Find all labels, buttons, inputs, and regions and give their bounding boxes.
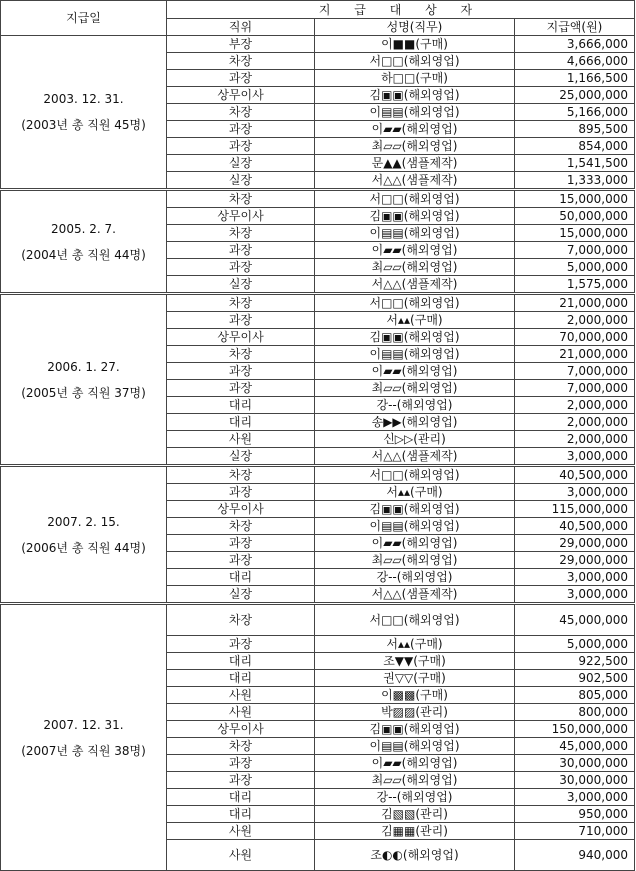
position-cell: 차장 <box>167 104 315 121</box>
amount-cell: 3,000,000 <box>515 569 635 586</box>
position-cell: 차장 <box>167 53 315 70</box>
position-cell: 대리 <box>167 789 315 806</box>
name-cell: 김▦▦(관리) <box>315 823 515 840</box>
amount-cell: 25,000,000 <box>515 87 635 104</box>
name-cell: 이▤▤(해외영업) <box>315 104 515 121</box>
payment-date: 2007. 12. 31. <box>43 717 124 732</box>
staff-count-note: (2004년 총 직원 44명) <box>21 247 146 262</box>
name-cell: 권▽▽(구매) <box>315 670 515 687</box>
amount-cell: 5,000,000 <box>515 636 635 653</box>
position-cell: 차장 <box>167 190 315 208</box>
amount-cell: 70,000,000 <box>515 329 635 346</box>
position-cell: 상무이사 <box>167 501 315 518</box>
name-cell: 이▰▰(해외영업) <box>315 363 515 380</box>
position-cell: 사원 <box>167 431 315 448</box>
position-cell: 상무이사 <box>167 329 315 346</box>
position-cell: 과장 <box>167 312 315 329</box>
payment-date-cell <box>1 190 167 294</box>
header-name: 성명(직무) <box>315 19 515 36</box>
name-cell: 조▼▼(구매) <box>315 653 515 670</box>
position-cell: 실장 <box>167 448 315 466</box>
position-cell: 대리 <box>167 806 315 823</box>
amount-cell: 15,000,000 <box>515 225 635 242</box>
amount-cell: 30,000,000 <box>515 772 635 789</box>
amount-cell: 40,500,000 <box>515 518 635 535</box>
name-cell: 김▣▣(해외영업) <box>315 501 515 518</box>
payment-date: 2005. 2. 7. <box>51 221 116 236</box>
amount-cell: 50,000,000 <box>515 208 635 225</box>
amount-cell: 7,000,000 <box>515 363 635 380</box>
amount-cell: 1,575,000 <box>515 276 635 294</box>
position-cell: 대리 <box>167 414 315 431</box>
position-cell: 과장 <box>167 484 315 501</box>
name-cell: 이▰▰(해외영업) <box>315 535 515 552</box>
position-cell: 과장 <box>167 552 315 569</box>
name-cell: 강--(해외영업) <box>315 569 515 586</box>
payment-date-cell <box>1 604 167 871</box>
amount-cell: 15,000,000 <box>515 190 635 208</box>
position-cell: 실장 <box>167 586 315 604</box>
amount-cell: 950,000 <box>515 806 635 823</box>
name-cell: 김▣▣(해외영업) <box>315 329 515 346</box>
position-cell: 과장 <box>167 772 315 789</box>
name-cell: 김▣▣(해외영업) <box>315 208 515 225</box>
header-amount: 지급액(원) <box>515 19 635 36</box>
table-row <box>1 190 635 208</box>
table-row <box>1 466 635 484</box>
amount-cell: 40,500,000 <box>515 466 635 484</box>
name-cell: 이▰▰(해외영업) <box>315 242 515 259</box>
name-cell: 강--(해외영업) <box>315 789 515 806</box>
amount-cell: 1,166,500 <box>515 70 635 87</box>
amount-cell: 2,000,000 <box>515 414 635 431</box>
position-cell: 과장 <box>167 70 315 87</box>
position-cell: 사원 <box>167 687 315 704</box>
position-cell: 과장 <box>167 259 315 276</box>
name-cell: 이▤▤(해외영업) <box>315 518 515 535</box>
name-cell: 최▱▱(해외영업) <box>315 138 515 155</box>
position-cell: 차장 <box>167 604 315 636</box>
amount-cell: 710,000 <box>515 823 635 840</box>
staff-count-note: (2007년 총 직원 38명) <box>21 743 146 758</box>
position-cell: 부장 <box>167 36 315 53</box>
position-cell: 실장 <box>167 276 315 294</box>
name-cell: 송▶▶(해외영업) <box>315 414 515 431</box>
amount-cell: 5,000,000 <box>515 259 635 276</box>
amount-cell: 940,000 <box>515 840 635 871</box>
position-cell: 차장 <box>167 518 315 535</box>
name-cell: 최▱▱(해외영업) <box>315 380 515 397</box>
amount-cell: 3,666,000 <box>515 36 635 53</box>
name-cell: 서□□(해외영업) <box>315 604 515 636</box>
amount-cell: 7,000,000 <box>515 380 635 397</box>
amount-cell: 5,166,000 <box>515 104 635 121</box>
amount-cell: 1,333,000 <box>515 172 635 190</box>
name-cell: 김▣▣(해외영업) <box>315 721 515 738</box>
amount-cell: 4,666,000 <box>515 53 635 70</box>
position-cell: 대리 <box>167 653 315 670</box>
amount-cell: 902,500 <box>515 670 635 687</box>
position-cell: 대리 <box>167 397 315 414</box>
position-cell: 과장 <box>167 121 315 138</box>
amount-cell: 2,000,000 <box>515 397 635 414</box>
position-cell: 과장 <box>167 535 315 552</box>
position-cell: 과장 <box>167 755 315 772</box>
payment-date: 2006. 1. 27. <box>47 359 120 374</box>
payment-date-cell <box>1 466 167 604</box>
name-cell: 이■■(구매) <box>315 36 515 53</box>
position-cell: 사원 <box>167 823 315 840</box>
name-cell: 문▲▲(샘플제작) <box>315 155 515 172</box>
position-cell: 상무이사 <box>167 87 315 104</box>
amount-cell: 895,500 <box>515 121 635 138</box>
name-cell: 박▨▨(관리) <box>315 704 515 721</box>
name-cell: 서▴▴(구매) <box>315 312 515 329</box>
name-cell: 최▱▱(해외영업) <box>315 772 515 789</box>
position-cell: 차장 <box>167 225 315 242</box>
staff-count-note: (2003년 총 직원 45명) <box>21 118 146 132</box>
name-cell: 서▴▴(구매) <box>315 636 515 653</box>
name-cell: 서□□(해외영업) <box>315 294 515 312</box>
name-cell: 서□□(해외영업) <box>315 53 515 70</box>
table-body <box>1 36 635 871</box>
amount-cell: 30,000,000 <box>515 755 635 772</box>
position-cell: 차장 <box>167 346 315 363</box>
header-position: 직위 <box>167 19 315 36</box>
name-cell: 조◐◐(해외영업) <box>315 840 515 871</box>
position-cell: 과장 <box>167 363 315 380</box>
table-row <box>1 294 635 312</box>
position-cell: 사원 <box>167 704 315 721</box>
amount-cell: 854,000 <box>515 138 635 155</box>
staff-count-note: (2006년 총 직원 44명) <box>21 540 146 555</box>
amount-cell: 1,541,500 <box>515 155 635 172</box>
name-cell: 신▷▷(관리) <box>315 431 515 448</box>
amount-cell: 3,000,000 <box>515 586 635 604</box>
amount-cell: 7,000,000 <box>515 242 635 259</box>
position-cell: 사원 <box>167 840 315 871</box>
amount-cell: 45,000,000 <box>515 738 635 755</box>
name-cell: 이▤▤(해외영업) <box>315 346 515 363</box>
position-cell: 상무이사 <box>167 721 315 738</box>
name-cell: 서△△(샘플제작) <box>315 448 515 466</box>
amount-cell: 21,000,000 <box>515 346 635 363</box>
amount-cell: 21,000,000 <box>515 294 635 312</box>
header-date: 지급일 <box>1 1 167 36</box>
payment-date: 2007. 2. 15. <box>47 514 120 529</box>
name-cell: 이▰▰(해외영업) <box>315 755 515 772</box>
name-cell: 김▣▣(해외영업) <box>315 87 515 104</box>
name-cell: 서▴▴(구매) <box>315 484 515 501</box>
name-cell: 하□□(구매) <box>315 70 515 87</box>
amount-cell: 922,500 <box>515 653 635 670</box>
position-cell: 차장 <box>167 294 315 312</box>
amount-cell: 45,000,000 <box>515 604 635 636</box>
name-cell: 최▱▱(해외영업) <box>315 259 515 276</box>
name-cell: 서△△(샘플제작) <box>315 586 515 604</box>
amount-cell: 3,000,000 <box>515 789 635 806</box>
position-cell: 대리 <box>167 670 315 687</box>
name-cell: 김▧▧(관리) <box>315 806 515 823</box>
name-cell: 최▱▱(해외영업) <box>315 552 515 569</box>
staff-count-note: (2005년 총 직원 37명) <box>21 385 146 400</box>
name-cell: 서□□(해외영업) <box>315 466 515 484</box>
position-cell: 차장 <box>167 466 315 484</box>
position-cell: 과장 <box>167 380 315 397</box>
position-cell: 실장 <box>167 155 315 172</box>
amount-cell: 3,000,000 <box>515 484 635 501</box>
name-cell: 강--(해외영업) <box>315 397 515 414</box>
amount-cell: 150,000,000 <box>515 721 635 738</box>
name-cell: 이▤▤(해외영업) <box>315 738 515 755</box>
table-row <box>1 36 635 53</box>
name-cell: 이▤▤(해외영업) <box>315 225 515 242</box>
amount-cell: 2,000,000 <box>515 312 635 329</box>
name-cell: 서△△(샘플제작) <box>315 276 515 294</box>
name-cell: 서□□(해외영업) <box>315 190 515 208</box>
position-cell: 과장 <box>167 242 315 259</box>
name-cell: 이▩▩(구매) <box>315 687 515 704</box>
table-row <box>1 604 635 636</box>
amount-cell: 800,000 <box>515 704 635 721</box>
position-cell: 과장 <box>167 636 315 653</box>
position-cell: 차장 <box>167 738 315 755</box>
payment-date: 2003. 12. 31. <box>43 92 124 106</box>
position-cell: 대리 <box>167 569 315 586</box>
name-cell: 이▰▰(해외영업) <box>315 121 515 138</box>
amount-cell: 805,000 <box>515 687 635 704</box>
payment-date-cell <box>1 294 167 466</box>
amount-cell: 29,000,000 <box>515 535 635 552</box>
position-cell: 실장 <box>167 172 315 190</box>
amount-cell: 29,000,000 <box>515 552 635 569</box>
position-cell: 상무이사 <box>167 208 315 225</box>
amount-cell: 115,000,000 <box>515 501 635 518</box>
payment-date-cell <box>1 36 167 190</box>
amount-cell: 3,000,000 <box>515 448 635 466</box>
name-cell: 서△△(샘플제작) <box>315 172 515 190</box>
position-cell: 과장 <box>167 138 315 155</box>
header-target-group: 지 급 대 상 자 <box>167 1 635 19</box>
amount-cell: 2,000,000 <box>515 431 635 448</box>
